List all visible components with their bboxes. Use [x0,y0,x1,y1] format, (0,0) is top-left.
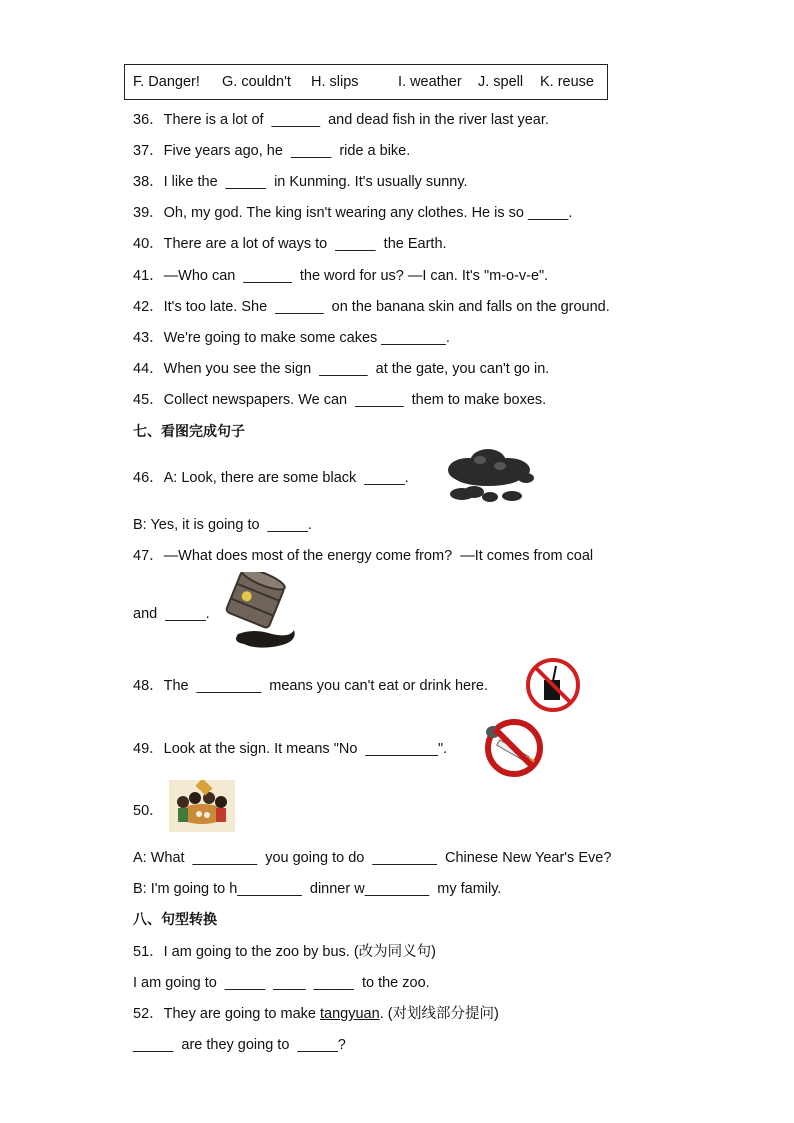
question-43: 43．We're going to make some cakes ________. [133,330,450,346]
question-50b: B: I'm going to h________ dinner w________ my family. [133,881,502,897]
question-50-label: 50． [133,803,164,819]
question-40: 40．There are a lot of ways to _____ the Earth. [133,236,447,252]
question-41: 41．—Who can ______ the word for us? —I can. It's "m-o-v-e". [133,268,549,284]
question-46b: B: Yes, it is going to _____. [133,517,312,533]
question-48: 48．The ________ means you can't eat or drink here. [133,678,489,694]
option-k: K. reuse [540,74,594,90]
no-drinking-sign-icon [524,656,582,714]
option-h: H. slips [311,74,359,90]
section8-heading: 八、句型转换 [133,912,217,928]
question-52 [133,1005,499,1023]
question-45: 45．Collect newspapers. We can ______ them to make boxes. [133,392,547,408]
question-51a: I am going to _____ ____ _____ to the zoo. [133,975,430,991]
dark-clouds-icon [440,446,536,508]
question-52-prefix: 52．They are going to make [133,1006,320,1022]
question-52-underlined-word: tangyuan [320,1006,380,1022]
oil-barrel-icon [220,572,300,652]
question-46a: 46．A: Look, there are some black _____. [133,470,409,486]
question-44: 44．When you see the sign ______ at the gate, you can't go in. [133,361,550,377]
question-38: 38．I like the _____ in Kunming. It's usually sunny. [133,174,468,190]
question-39: 39．Oh, my god. The king isn't wearing any clothes. He is so _____. [133,205,573,221]
family-dinner-picture [169,780,235,832]
question-47b: and _____. [133,606,210,622]
option-g: G. couldn't [222,74,291,90]
no-smoking-sign-icon [480,714,546,778]
option-i: I. weather [398,74,462,90]
question-47a: 47．—What does most of the energy come from? —It comes from coal [133,548,594,564]
question-36: 36．There is a lot of ______ and dead fish in the river last year. [133,112,549,128]
question-42: 42．It's too late. She ______ on the banana skin and falls on the ground. [133,299,610,315]
options-box [124,64,608,100]
option-f: F. Danger! [133,74,200,90]
question-51: 51．I am going to the zoo by bus. (改为同义句) [133,944,437,960]
question-50a: A: What ________ you going to do ________ Chinese New Year's Eve? [133,850,612,866]
question-52a: _____ are they going to _____? [133,1037,346,1053]
question-37: 37．Five years ago, he _____ ride a bike. [133,143,411,159]
section7-heading: 七、看图完成句子 [133,424,245,440]
option-j: J. spell [478,74,524,90]
question-52-suffix: . (对划线部分提问) [379,1006,499,1022]
question-49: 49．Look at the sign. It means "No _________". [133,741,448,757]
